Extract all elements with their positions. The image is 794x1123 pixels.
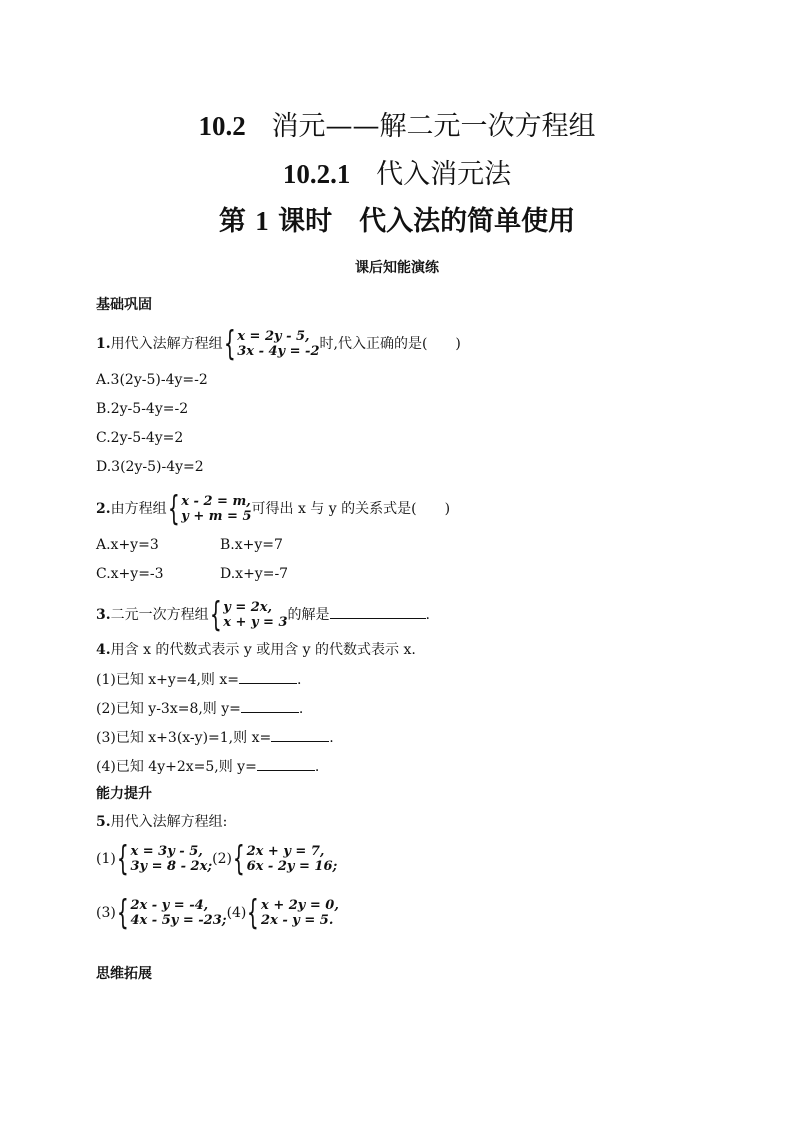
question-3-end: . — [425, 607, 430, 623]
question-5-system-1 — [116, 839, 213, 879]
question-4-part-4-text: (4)已知 4y+2x=5,则 y= — [96, 759, 257, 775]
question-1-prefix: 用代入法解方程组 — [110, 336, 223, 352]
question-2-option-b: B.x+y=7 — [220, 537, 283, 553]
brace-icon: { — [232, 839, 245, 879]
title-line-1-number: 10.2 — [198, 111, 246, 141]
question-1-eq-1: x = 2y - 5, — [237, 329, 310, 344]
system-2-eq-2: 6x - 2y = 16; — [246, 859, 338, 874]
brace-icon: { — [223, 324, 236, 364]
question-2-prefix: 由方程组 — [110, 501, 167, 517]
question-1-option-c: C.2y-5-4y=2 — [96, 430, 184, 446]
page-subtitle: 课后知能演练 — [355, 260, 439, 276]
question-1 — [96, 324, 461, 364]
brace-icon: { — [209, 595, 222, 635]
title-line-3-text: 课时 代入法的简单使用 — [278, 206, 576, 237]
question-5-row-2 — [96, 893, 339, 933]
title-line-2-text: 代入消元法 — [376, 159, 512, 190]
system-label: (2) — [212, 851, 232, 867]
question-2-eq-2: y + m = 5 — [181, 509, 252, 524]
title-line-1-text: 消元——解二元一次方程组 — [271, 111, 596, 142]
system-4-eq-1: x + 2y = 0, — [261, 898, 339, 913]
system-label: (4) — [226, 905, 247, 921]
question-5-row-1 — [96, 839, 338, 879]
question-2-option-a: A.x+y=3 — [96, 537, 159, 553]
answer-blank[interactable] — [257, 756, 315, 771]
question-4-part-2 — [96, 698, 303, 719]
section-heading-basic: 基础巩固 — [96, 297, 152, 313]
question-2-system — [167, 489, 252, 529]
question-4-part-1-text: (1)已知 x+y=4,则 x= — [96, 672, 239, 688]
question-3-system — [209, 595, 288, 635]
question-2-number: 2. — [96, 501, 111, 517]
question-2 — [96, 489, 451, 529]
question-4-part-1 — [96, 669, 301, 690]
question-1-eq-2: 3x - 4y = -2 — [237, 344, 320, 359]
question-5-system-2 — [232, 839, 338, 879]
question-3-number: 3. — [96, 607, 111, 623]
question-3-suffix: 的解是 — [287, 607, 330, 623]
question-4-number: 4. — [96, 642, 111, 658]
title-line-3-number: 1 — [255, 206, 269, 236]
brace-icon: { — [116, 893, 129, 933]
title-line-3 — [0, 199, 794, 238]
question-4-part-1-end: . — [296, 672, 302, 688]
title-line-3-prefix: 第 — [218, 206, 246, 237]
question-2-suffix: 可得出 x 与 y 的关系式是( ) — [251, 501, 451, 517]
question-1-option-a: A.3(2y-5)-4y=-2 — [96, 372, 208, 388]
question-3-prefix: 二元一次方程组 — [110, 607, 209, 623]
title-line-2-number: 10.2.1 — [282, 159, 351, 189]
system-label: (3) — [96, 905, 116, 921]
system-3-eq-1: 2x - y = -4, — [130, 898, 209, 913]
question-4-text: 用含 x 的代数式表示 y 或用含 y 的代数式表示 x. — [110, 642, 416, 658]
question-3-eq-1: y = 2x, — [223, 600, 273, 615]
question-5 — [96, 812, 227, 832]
question-4-part-3-end: . — [329, 730, 334, 746]
section-heading-thinking: 思维拓展 — [96, 966, 152, 982]
system-2-eq-1: 2x + y = 7, — [246, 844, 325, 859]
question-1-option-d: D.3(2y-5)-4y=2 — [96, 459, 204, 475]
system-1-eq-2: 3y = 8 - 2x; — [130, 859, 213, 874]
system-4-eq-2: 2x - y = 5. — [261, 913, 334, 928]
brace-icon: { — [116, 839, 129, 879]
question-5-number: 5. — [96, 814, 111, 830]
question-2-option-c: C.x+y=-3 — [96, 566, 164, 582]
system-label: (1) — [96, 851, 116, 867]
question-2-eq-1: x - 2 = m, — [181, 494, 251, 509]
question-3-eq-2: x + y = 3 — [223, 615, 288, 630]
question-1-number: 1. — [96, 336, 111, 352]
title-line-2 — [0, 152, 794, 191]
question-4-part-4 — [96, 756, 319, 777]
question-4-part-4-end: . — [314, 759, 320, 775]
title-line-1 — [0, 104, 794, 143]
brace-icon: { — [167, 489, 180, 529]
system-3-eq-2: 4x - 5y = -23; — [130, 913, 227, 928]
question-2-option-d: D.x+y=-7 — [220, 566, 289, 582]
answer-blank[interactable] — [239, 669, 297, 684]
question-1-suffix: 时,代入正确的是( ) — [319, 336, 461, 352]
question-5-system-4 — [246, 893, 339, 933]
question-4-part-2-text: (2)已知 y-3x=8,则 y= — [96, 701, 241, 717]
answer-blank[interactable] — [241, 698, 299, 713]
brace-icon: { — [247, 893, 260, 933]
question-3 — [96, 595, 430, 635]
question-5-system-3 — [116, 893, 227, 933]
question-1-option-b: B.2y-5-4y=-2 — [96, 401, 189, 417]
question-4-part-3-text: (3)已知 x+3(x-y)=1,则 x= — [96, 730, 272, 746]
question-1-system — [223, 324, 320, 364]
answer-blank[interactable] — [271, 727, 329, 742]
section-heading-ability: 能力提升 — [96, 786, 152, 802]
answer-blank[interactable] — [330, 604, 426, 619]
system-1-eq-1: x = 3y - 5, — [130, 844, 203, 859]
question-4 — [96, 640, 416, 660]
question-5-text: 用代入法解方程组: — [110, 814, 228, 830]
question-4-part-3 — [96, 727, 334, 748]
question-4-part-2-end: . — [298, 701, 304, 717]
